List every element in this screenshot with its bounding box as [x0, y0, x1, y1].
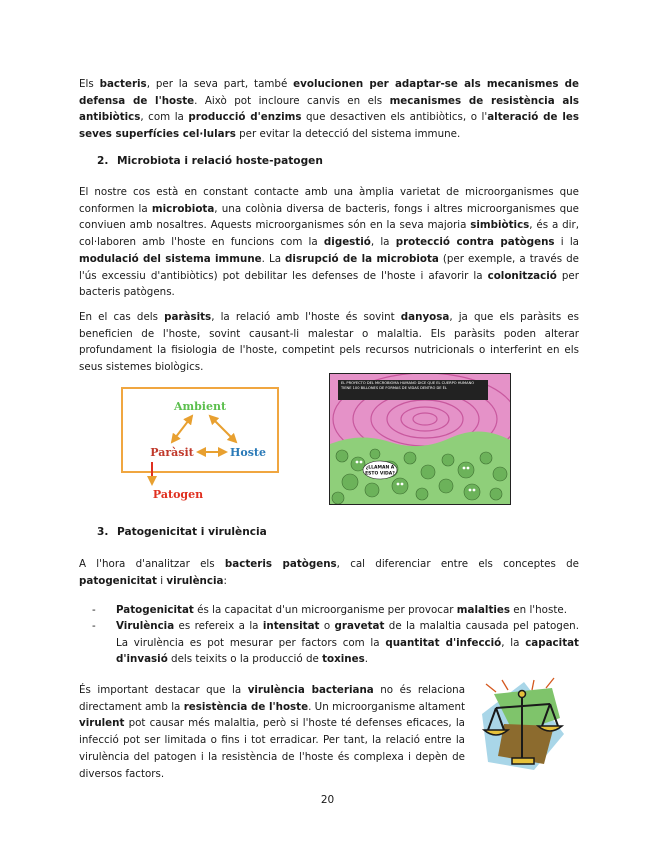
host-pathogen-diagram — [120, 380, 280, 505]
bold-term: malalties — [456, 604, 511, 616]
bold-term: capacitat d'invasió — [116, 636, 579, 666]
bold-term: intensitat — [262, 620, 320, 633]
text-run: , per la seva part, també — [146, 78, 294, 90]
text-run: , ja que els paràsits es beneficien de l'hoste, sovint causant-li malestar o malaltia. Els paràsits poden alterar profundament la fisiologia de l'hoste, competint pels recursos nutricionals o interferint en els seus sistemes biològics. — [79, 311, 580, 374]
bold-term: Virulència — [116, 620, 175, 633]
arrow-ambient-parasit — [172, 416, 192, 442]
text-run: per evitar la detecció del sistema immune. — [235, 128, 461, 141]
bold-term: bacteris — [99, 78, 147, 90]
bold-term: danyosa — [400, 311, 450, 323]
text-run: , com la — [140, 111, 189, 124]
bold-term: modulació del sistema immune — [79, 252, 262, 265]
paragraph-microbiota — [79, 184, 579, 301]
bold-term: producció d'enzims — [188, 111, 302, 124]
section-title: Patogenicitat i virulència — [117, 526, 267, 538]
text-run: : — [223, 574, 227, 587]
text-run: en l'hoste. — [510, 604, 567, 616]
bold-term: colonització — [487, 269, 557, 282]
text-run: per bacteris patògens. — [79, 269, 579, 299]
text-run: pot causar més malaltia, però si l'hoste té defenses eficaces, la infecció pot ser limitada o fins i tot erradicar. Per tant, la relació entre la virulència del patogen i la resistència de l'hoste és complexa i depèn de diversos factors. — [79, 717, 465, 780]
text-run: dels teixits o la producció de — [167, 653, 323, 666]
cartoon-bubble-line1: ¿LLAMAN A — [365, 465, 395, 471]
text-run: . La — [261, 252, 286, 265]
diagram-label-hoste: Hoste — [229, 446, 267, 459]
bold-term: virulència bacteriana — [247, 684, 374, 696]
bold-term: quantitat d'infecció — [385, 636, 502, 649]
section-heading-pathogenicity — [97, 526, 267, 538]
list-item-pathogenicity — [92, 602, 579, 618]
bold-term: gravetat — [334, 620, 385, 633]
text-run: no és relaciona directament amb la — [79, 684, 466, 713]
bold-term: patogenicitat — [79, 574, 157, 587]
diagram-label-parasit: Paràsit — [150, 446, 194, 459]
text-run: de la malaltia causada pel patogen. La virulència es pot mesurar per factors com la — [116, 620, 579, 649]
bold-term: evolucionen per adaptar-se als mecanismes de defensa de l'hoste — [79, 78, 579, 107]
bold-term: alteració de les seves superfícies cel·lulars — [79, 111, 580, 141]
bullet-dash: - — [92, 620, 96, 633]
paragraph-pathogenic-bacteria — [79, 556, 579, 589]
diagram-label-ambient: Ambient — [173, 400, 227, 413]
text-run: , la relació amb l'hoste és sovint — [211, 311, 401, 323]
paragraph-bacteria-adaptation — [79, 76, 579, 143]
bold-term: digestió — [323, 236, 371, 249]
section-heading-microbiota — [97, 155, 323, 167]
bold-term: microbiota — [151, 202, 215, 215]
text-run: i — [156, 574, 167, 587]
text-run: És important destacar que la — [79, 684, 248, 696]
bold-term: disrupció de la microbiota — [285, 252, 439, 265]
bold-term: bacteris patògens — [224, 558, 337, 570]
text-run: , la — [370, 236, 396, 249]
section-title: Microbiota i relació hoste-patogen — [117, 155, 323, 167]
text-run: . — [364, 653, 369, 666]
text-run: que desactiven els antibiòtics, o l' — [301, 111, 488, 124]
paragraph-parasites — [79, 309, 579, 376]
bold-term: protecció contra patògens — [395, 236, 555, 249]
text-run: El nostre cos està en constant contacte amb una àmplia varietat de microorganismes que conformen la — [79, 186, 579, 215]
text-run: , cal diferenciar entre els conceptes de — [336, 558, 580, 570]
bold-term: Patogenicitat — [116, 604, 194, 616]
text-run: i la — [554, 236, 579, 249]
text-run: A l'hora d'analitzar els — [79, 558, 225, 570]
text-run: , una colònia diversa de bacteris, fongs i altres microorganismes que conviuen amb nosaltres. Aquests microorganismes són en la seva majoria — [79, 202, 579, 232]
diagram-label-patogen: Patogen — [152, 488, 204, 501]
list-item-text — [116, 604, 567, 616]
cartoon-bubble-line2: ESTO VIDA? — [365, 471, 395, 477]
section-number: 3. — [97, 526, 109, 538]
text-run: Els — [79, 78, 100, 90]
text-run: (per exemple, a través de l'ús excessiu d'antibiòtics) pot debilitar les defenses de l'hoste i afavorir la — [79, 252, 579, 282]
bullet-dash: - — [92, 604, 96, 616]
text-run: En el cas dels — [79, 311, 165, 323]
list-item-virulence — [92, 618, 579, 667]
bold-term: resistència de l'hoste — [183, 700, 309, 713]
section-number: 2. — [97, 155, 109, 167]
text-run: és la capacitat d'un microorganisme per provocar — [193, 604, 457, 616]
cartoon-caption: EL PROYECTO DEL MICROBIOMA HUMANO DICE QUE EL CUERPO HUMANO TIENE 100 BILLONES DE FORMAS DE VIDAS DENTRO DE ÉL — [338, 380, 488, 400]
bold-term: mecanismes de resistència als antibiòtics — [79, 94, 580, 124]
bold-term: toxines — [322, 653, 365, 666]
bold-term: paràsits — [164, 311, 212, 323]
list-item-text — [116, 620, 579, 665]
text-run: o — [319, 620, 335, 633]
text-run: . Això pot incloure canvis en els — [194, 94, 390, 107]
bold-term: virulent — [79, 717, 125, 730]
microbiome-cartoon — [329, 373, 511, 505]
text-run: , la — [501, 636, 526, 649]
bold-term: simbiòtics — [470, 219, 530, 232]
text-run: es refereix a la — [174, 620, 263, 633]
text-run: . Un microorganisme altament — [308, 700, 466, 713]
paragraph-virulence-resistance — [79, 682, 465, 782]
arrow-ambient-hoste — [210, 416, 236, 442]
page-number: 20 — [320, 794, 335, 806]
bold-term: virulència — [166, 574, 224, 587]
text-run: , és a dir, col·laboren amb l'hoste en funcions com la — [79, 219, 579, 249]
definitions-list — [92, 602, 579, 668]
scales-illustration — [474, 674, 570, 774]
